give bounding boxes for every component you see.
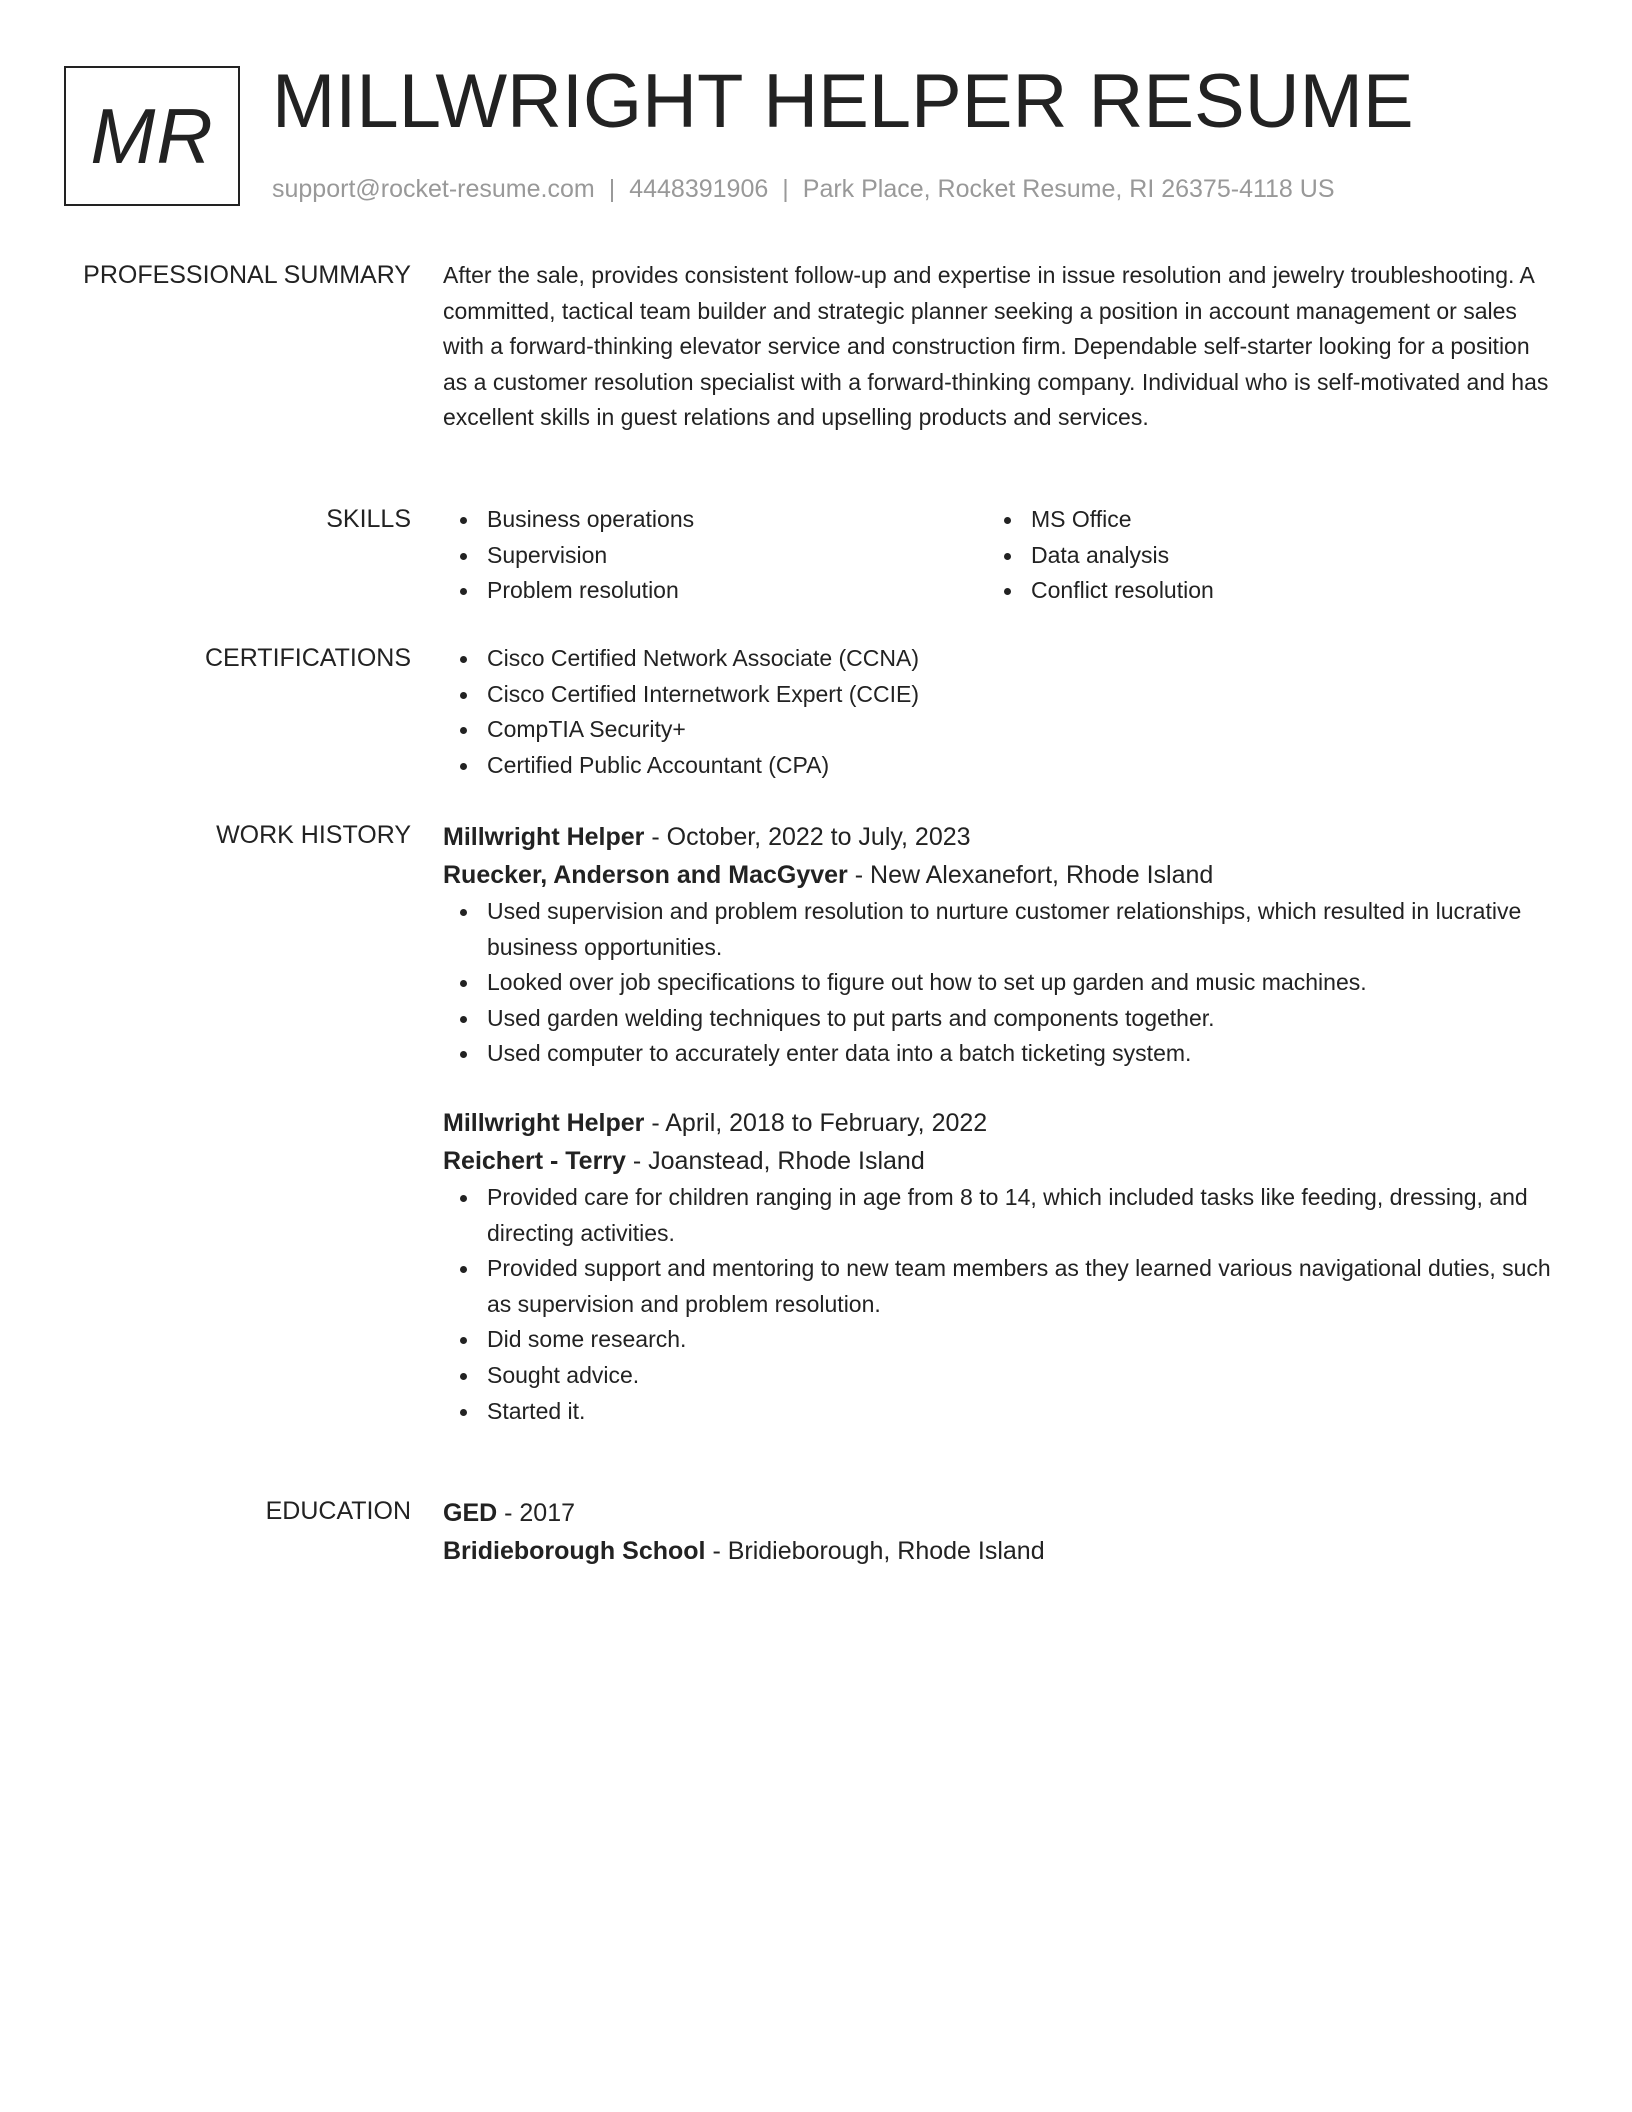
job-location: - Joanstead, Rhode Island	[625, 1146, 925, 1175]
education-location: - Bridieborough, Rhode Island	[705, 1537, 1045, 1565]
section-heading-skills: SKILLS	[326, 505, 411, 533]
certification-item: Certified Public Accountant (CPA)	[443, 748, 1555, 784]
contact-separator: |	[608, 175, 616, 203]
job-title: Millwright Helper	[443, 1108, 645, 1137]
job-duty-item: Sought advice.	[443, 1358, 1555, 1394]
section-heading-summary: PROFESSIONAL SUMMARY	[83, 261, 411, 289]
certification-item: Cisco Certified Internetwork Expert (CCIE)	[443, 677, 1555, 713]
job-dates: - October, 2022 to July, 2023	[644, 823, 971, 851]
job-company-line	[443, 1142, 1555, 1180]
education-body	[443, 1494, 1555, 1570]
education-degree: GED	[443, 1499, 498, 1527]
skill-item: Business operations	[443, 502, 987, 538]
certifications-list	[443, 641, 1555, 783]
job-duty-item: Used computer to accurately enter data into a batch ticketing system.	[443, 1036, 1555, 1072]
job-duty-item: Started it.	[443, 1394, 1555, 1430]
education-school-line	[443, 1532, 1555, 1570]
education-year: - 2017	[497, 1499, 576, 1527]
job-duties-list	[443, 894, 1555, 1072]
skills-body	[443, 502, 1555, 609]
job-duty-item: Did some research.	[443, 1322, 1555, 1358]
education-school: Bridieborough School	[443, 1537, 706, 1565]
job-title-line	[443, 818, 1555, 856]
skills-list-right	[987, 502, 1531, 609]
skill-item: MS Office	[987, 502, 1531, 538]
job-title-line	[443, 1104, 1555, 1142]
job-company: Ruecker, Anderson and MacGyver	[443, 861, 848, 889]
job-company-line	[443, 856, 1555, 894]
education-degree-line	[443, 1494, 1555, 1532]
monogram-box	[64, 66, 240, 206]
certifications-body	[443, 641, 1555, 783]
job-company: Reichert - Terry	[443, 1146, 626, 1175]
job-location: - New Alexanefort, Rhode Island	[847, 861, 1214, 889]
skill-item: Data analysis	[987, 538, 1531, 574]
summary-body	[443, 258, 1555, 436]
work-history-body	[443, 818, 1555, 1429]
job-entry	[443, 818, 1555, 1072]
contact-separator: |	[782, 175, 789, 203]
skill-item: Problem resolution	[443, 573, 987, 609]
skills-list-left	[443, 502, 987, 609]
section-heading-work-history: WORK HISTORY	[216, 821, 411, 849]
monogram-initials: MR	[90, 91, 214, 180]
job-entry	[443, 1104, 1555, 1429]
skill-item: Supervision	[443, 538, 987, 574]
job-duties-list	[443, 1180, 1555, 1429]
certification-item: Cisco Certified Network Associate (CCNA)	[443, 641, 1555, 677]
job-duty-item: Used garden welding techniques to put parts and components together.	[443, 1001, 1555, 1037]
contact-email: support@rocket-resume.com	[272, 175, 595, 203]
job-duty-item: Used supervision and problem resolution to nurture customer relationships, which resulted in lucrative business opportunities.	[443, 894, 1555, 965]
skill-item: Conflict resolution	[987, 573, 1531, 609]
contact-address: Park Place, Rocket Resume, RI 26375-4118 US	[802, 175, 1335, 203]
section-heading-education: EDUCATION	[265, 1497, 411, 1525]
job-duty-item: Provided support and mentoring to new team members as they learned various navigational duties, such as supervision and problem resolution.	[443, 1251, 1555, 1322]
contact-line	[272, 172, 1335, 206]
section-heading-certifications: CERTIFICATIONS	[204, 644, 411, 672]
certification-item: CompTIA Security+	[443, 712, 1555, 748]
contact-phone: 4448391906	[629, 175, 769, 203]
job-duty-item: Provided care for children ranging in age from 8 to 14, which included tasks like feeding, dressing, and directing activities.	[443, 1180, 1555, 1251]
summary-text: After the sale, provides consistent follow-up and expertise in issue resolution and jewelry troubleshooting. A committed, tactical team builder and strategic planner seeking a position in account management or sales with a forward-thinking elevator service and construction firm. Dependable self-starter looking for a position as a customer resolution specialist with a forward-thinking company. Individual who is self-motivated and has excellent skills in guest relations and upselling products and services.	[443, 262, 1549, 431]
job-dates: - April, 2018 to February, 2022	[644, 1108, 988, 1137]
job-duty-item: Looked over job specifications to figure out how to set up garden and music machines.	[443, 965, 1555, 1001]
resume-title: MILLWRIGHT HELPER RESUME	[272, 59, 1414, 144]
job-title: Millwright Helper	[443, 823, 645, 851]
